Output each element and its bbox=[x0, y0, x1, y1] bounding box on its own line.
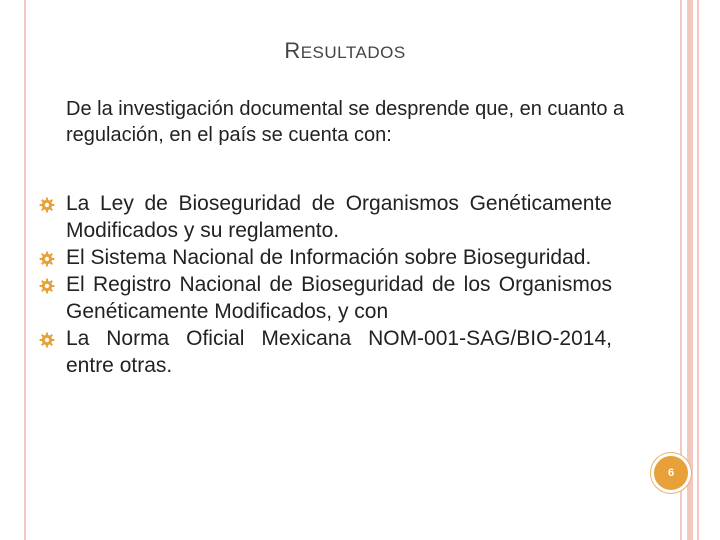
list-item bbox=[0, 325, 720, 379]
gear-icon bbox=[39, 332, 55, 348]
slide-title bbox=[0, 38, 690, 64]
list-item bbox=[0, 244, 720, 271]
bullet-text: El Registro Nacional de Bioseguridad de los Organismos Genéticamente Modificados, y con bbox=[66, 273, 612, 323]
bullet-list bbox=[0, 190, 720, 379]
intro-paragraph: De la investigación documental se desprende que, en cuanto a regulación, en el país se cuenta con: bbox=[66, 98, 625, 146]
list-item bbox=[0, 271, 720, 325]
list-item bbox=[0, 190, 720, 244]
slide-title-initial: R bbox=[284, 38, 301, 63]
bullet-text: El Sistema Nacional de Información sobre Bioseguridad. bbox=[66, 246, 592, 269]
bullet-text: La Ley de Bioseguridad de Organismos Genéticamente Modificados y su reglamento. bbox=[66, 192, 612, 242]
gear-icon bbox=[39, 251, 55, 267]
page-number-badge: 6 bbox=[651, 453, 691, 493]
slide-title-rest: ESULTADOS bbox=[300, 43, 406, 62]
gear-icon bbox=[39, 197, 55, 213]
gear-icon bbox=[39, 278, 55, 294]
bullet-text: La Norma Oficial Mexicana NOM-001-SAG/BIO-2014, entre otras. bbox=[66, 327, 612, 377]
